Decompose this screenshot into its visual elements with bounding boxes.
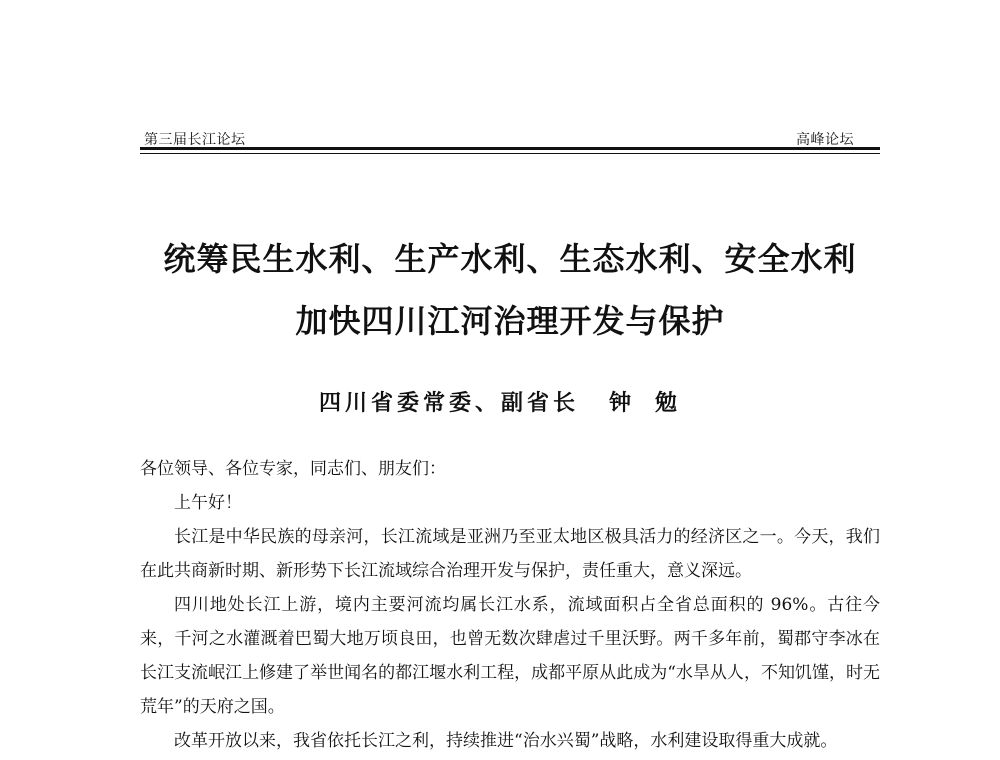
title-line-1: 统筹民生水利、生产水利、生态水利、安全水利 bbox=[163, 240, 857, 278]
header-rule bbox=[140, 147, 880, 154]
article-body bbox=[140, 452, 880, 758]
header-forum-name: 第三届长江论坛 bbox=[144, 132, 246, 148]
paragraph-3: 改革开放以来，我省依托长江之利，持续推进“治水兴蜀”战略，水利建设取得重大成就。 bbox=[174, 731, 838, 751]
byline bbox=[140, 386, 880, 417]
greeting: 上午好！ bbox=[174, 493, 242, 513]
paragraph-1: 长江是中华民族的母亲河，长江流域是亚洲乃至亚太地区极具活力的经济区之一。今天，我们在此共商新时期、新形势下长江流域综合治理开发与保护，责任重大，意义深远。 bbox=[140, 527, 880, 581]
salutation: 各位领导、各位专家，同志们、朋友们： bbox=[140, 459, 446, 479]
title-line-2: 加快四川江河治理开发与保护 bbox=[295, 302, 725, 340]
paragraph-2: 四川地处长江上游，境内主要河流均属长江水系，流域面积占全省总面积的 96%。古往今来，千河之水灌溉着巴蜀大地万顷良田，也曾无数次肆虐过千里沃野。两千多年前，蜀郡守李冰在长江支流岷江上修建了举世闻名的都江堰水利工程，成都平原从此成为“水旱从人，不知饥馑，时无荒年”的天府之国。 bbox=[140, 595, 880, 717]
author-name: 钟勉 bbox=[609, 390, 702, 416]
author-position: 四川省委常委、副省长 bbox=[318, 390, 579, 416]
header-section-name: 高峰论坛 bbox=[796, 132, 854, 148]
